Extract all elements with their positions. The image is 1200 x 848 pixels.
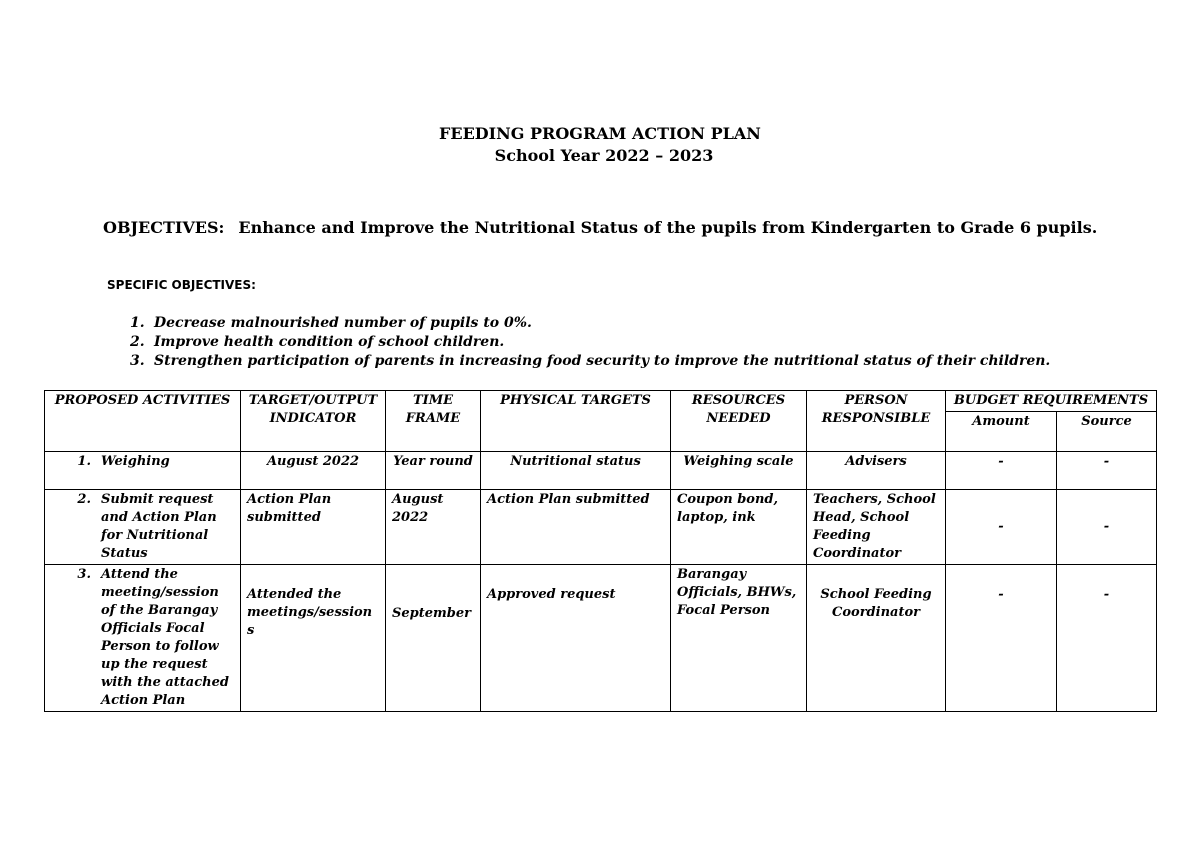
indicator-cell: August 2022 — [241, 452, 386, 490]
activity-cell — [45, 565, 241, 712]
amount-cell: - — [946, 452, 1057, 490]
table-row — [45, 452, 1157, 490]
specific-objective-item — [130, 333, 1050, 352]
objectives-line — [103, 218, 1097, 237]
time-frame-cell: August 2022 — [386, 490, 481, 565]
physical-target-cell: Nutritional status — [481, 452, 671, 490]
header-person-responsible: PERSON RESPONSIBLE — [807, 391, 946, 452]
objectives-label: OBJECTIVES: — [103, 218, 225, 237]
amount-cell: - — [946, 490, 1057, 565]
header-proposed-activities: PROPOSED ACTIVITIES — [45, 391, 241, 452]
objective-text: Decrease malnourished number of pupils to 0%. — [154, 315, 532, 331]
header-budget-requirements: BUDGET REQUIREMENTS — [946, 391, 1157, 412]
school-year: School Year 2022 – 2023 — [494, 146, 714, 165]
activity-text: Attend the meeting/session of the Barangay Officials Focal Person to follow up the request with the attached Action Plan — [101, 567, 229, 708]
objective-text: Improve health condition of school children. — [154, 334, 505, 350]
resources-cell: Weighing scale — [671, 452, 807, 490]
objective-number: 2. — [130, 334, 145, 350]
table-row — [45, 565, 1157, 712]
action-plan-table — [44, 390, 1157, 712]
specific-objectives-list — [130, 314, 1050, 371]
table-row — [45, 490, 1157, 565]
header-resources-needed: RESOURCES NEEDED — [671, 391, 807, 452]
document-title: FEEDING PROGRAM ACTION PLAN — [439, 124, 761, 143]
header-physical-targets: PHYSICAL TARGETS — [481, 391, 671, 452]
amount-cell: - — [946, 565, 1057, 712]
specific-objective-item — [130, 352, 1050, 371]
activity-text: Submit request and Action Plan for Nutritional Status — [101, 492, 217, 561]
person-cell: Teachers, School Head, School Feeding Coordinator — [807, 490, 946, 565]
header-source: Source — [1057, 412, 1157, 452]
time-frame-cell: Year round — [386, 452, 481, 490]
indicator-cell: Action Plan submitted — [241, 490, 386, 565]
source-cell: - — [1057, 452, 1157, 490]
document-header — [0, 123, 1200, 167]
specific-objective-item — [130, 314, 1050, 333]
header-target-indicator: TARGET/OUTPUT INDICATOR — [241, 391, 386, 452]
activity-cell — [45, 452, 241, 490]
objective-number: 1. — [130, 315, 145, 331]
physical-target-cell: Action Plan submitted — [481, 490, 671, 565]
activity-text: Weighing — [101, 454, 170, 469]
person-cell: Advisers — [807, 452, 946, 490]
header-time-frame: TIME FRAME — [386, 391, 481, 452]
objective-text: Strengthen participation of parents in increasing food security to improve the nutritional status of their children. — [154, 353, 1051, 369]
source-cell: - — [1057, 490, 1157, 565]
resources-cell: Barangay Officials, BHWs, Focal Person — [671, 565, 807, 712]
indicator-cell: Attended the meetings/session s — [241, 565, 386, 712]
objectives-text: Enhance and Improve the Nutritional Status of the pupils from Kindergarten to Grade 6 pupils. — [238, 218, 1098, 237]
objective-number: 3. — [130, 353, 145, 369]
activity-number: 2. — [77, 492, 91, 507]
activity-number: 3. — [77, 567, 91, 582]
time-frame-cell: September — [386, 565, 481, 712]
specific-objectives-heading: SPECIFIC OBJECTIVES: — [107, 278, 256, 292]
activity-cell — [45, 490, 241, 565]
resources-cell: Coupon bond, laptop, ink — [671, 490, 807, 565]
source-cell: - — [1057, 565, 1157, 712]
person-cell: School Feeding Coordinator — [807, 565, 946, 712]
header-amount: Amount — [946, 412, 1057, 452]
activity-number: 1. — [77, 454, 91, 469]
physical-target-cell: Approved request — [481, 565, 671, 712]
